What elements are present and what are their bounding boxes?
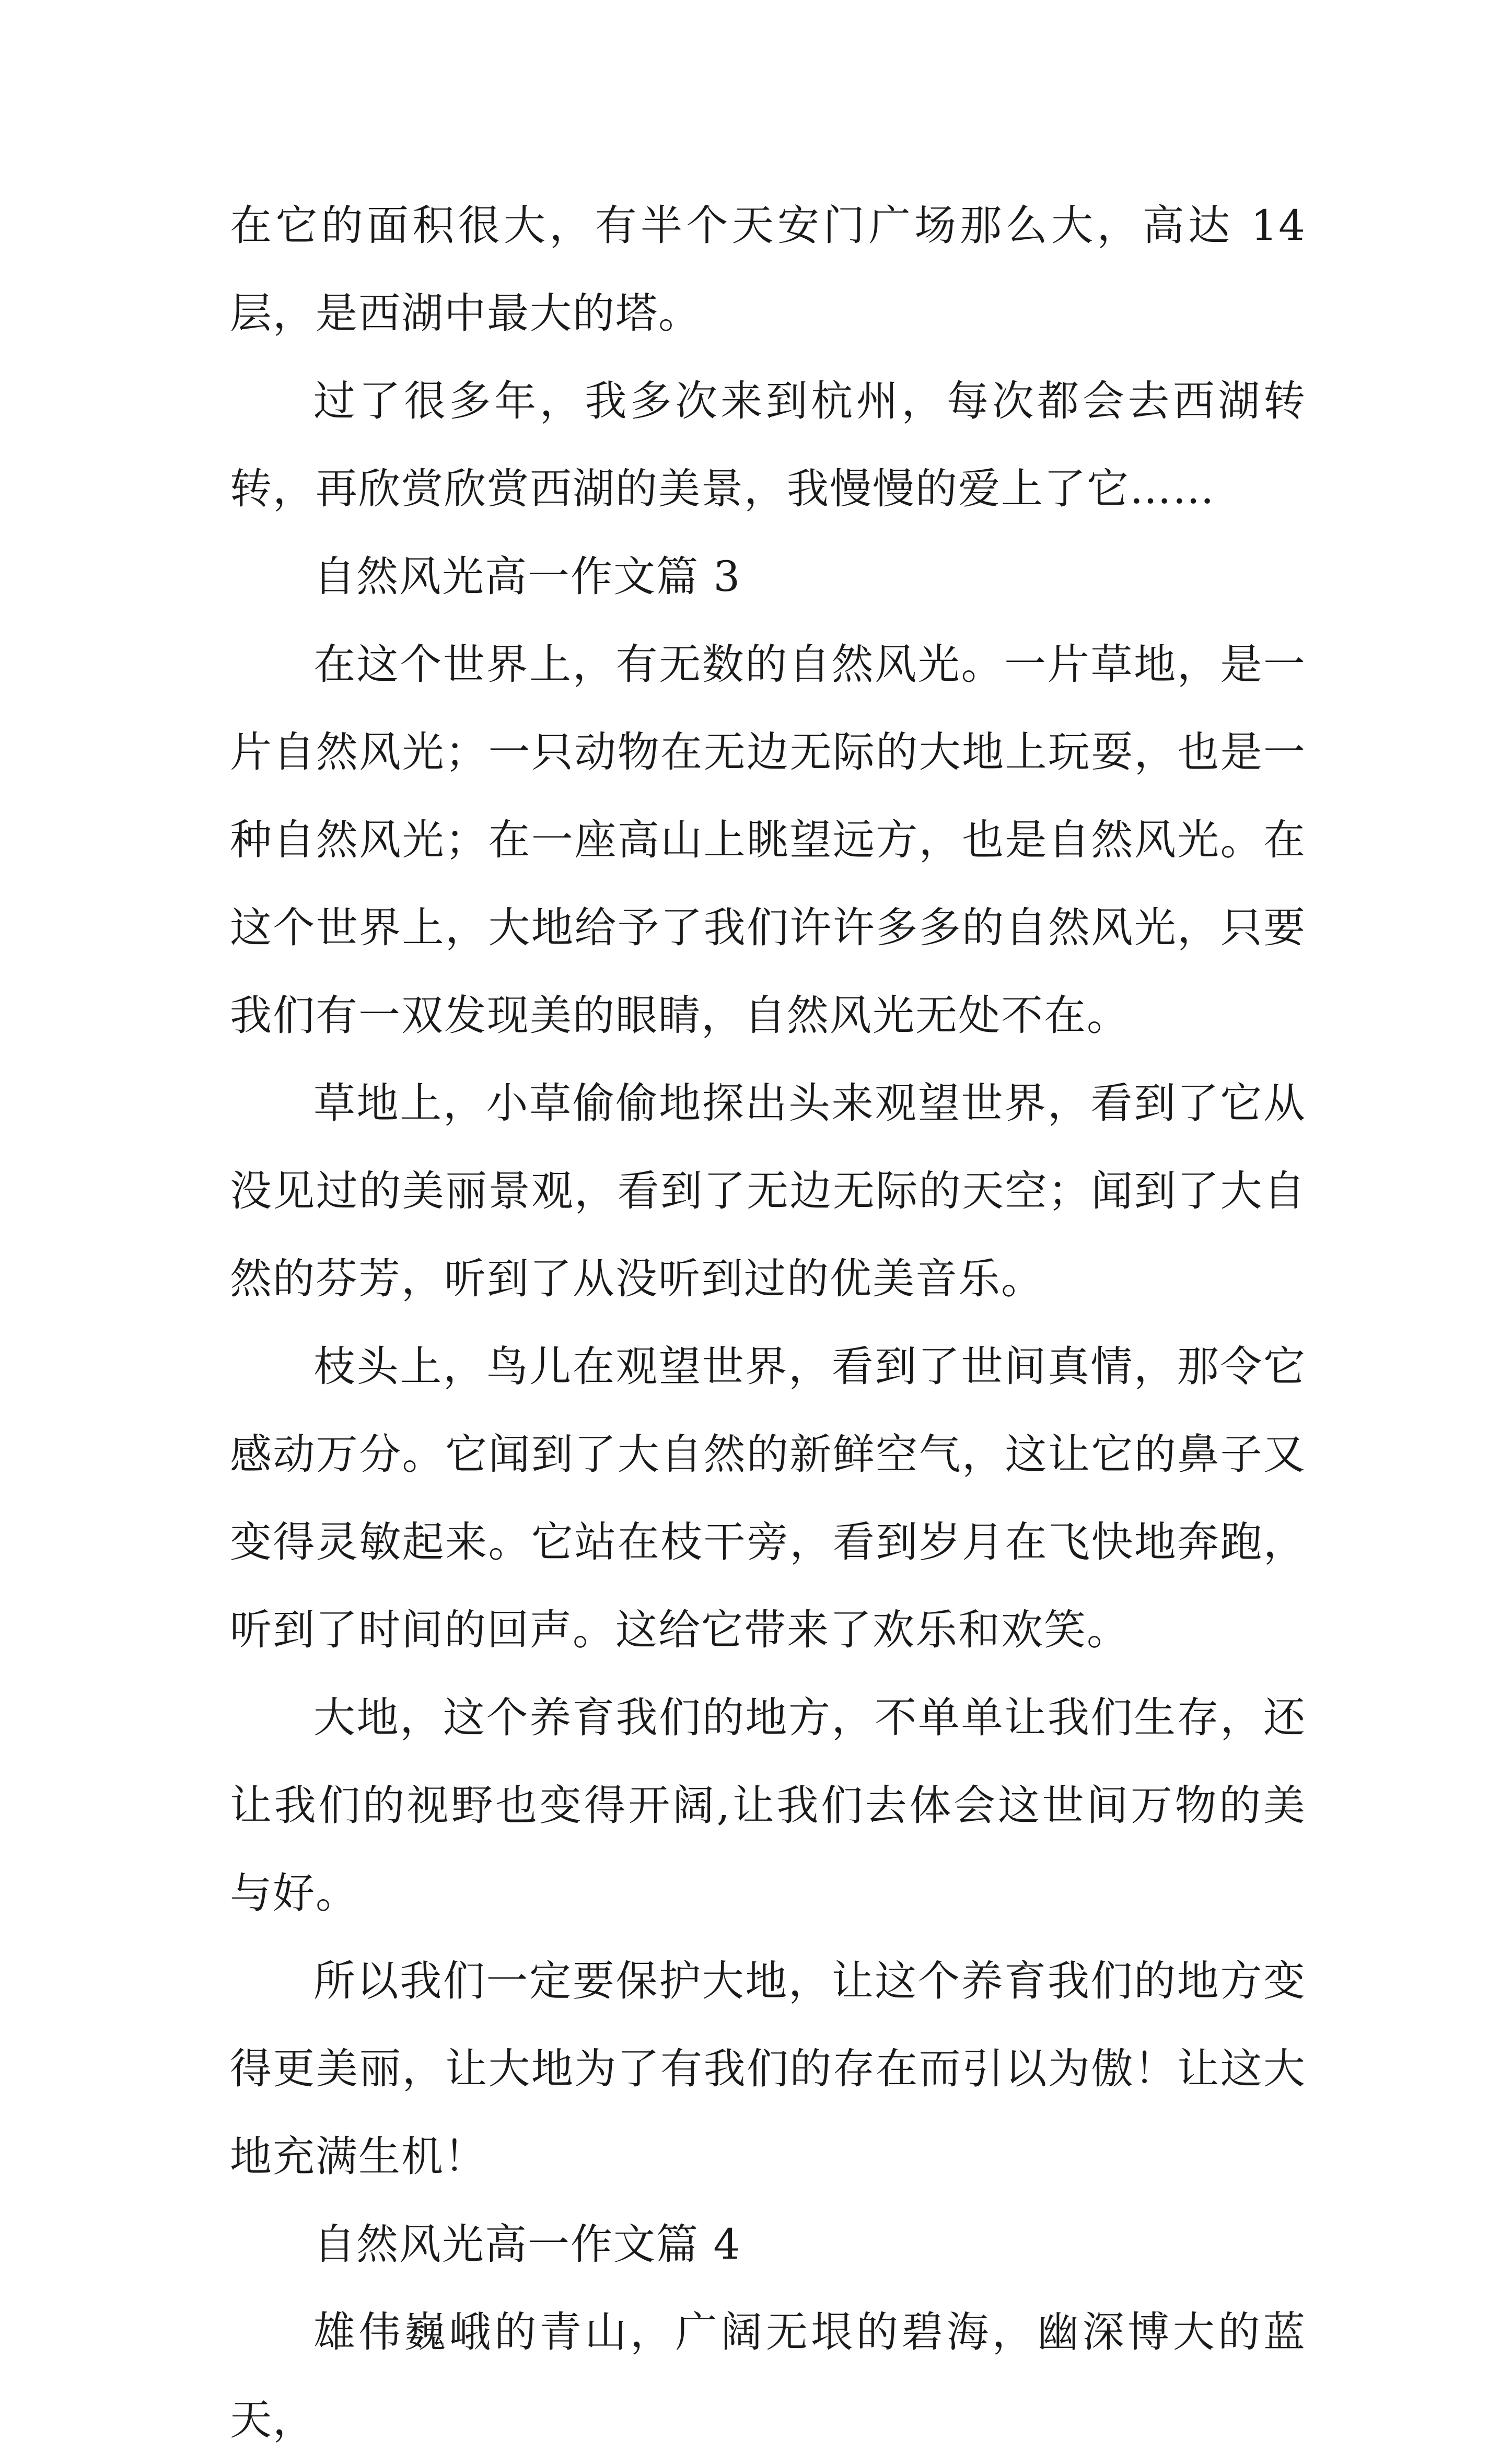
paragraph: 枝头上，鸟儿在观望世界，看到了世间真情，那令它感动万分。它闻到了大自然的新鲜空气，这让它的鼻子又变得灵敏起来。它站在枝干旁，看到岁月在飞快地奔跑，听到了时间的回声。这给它带来了欢乐和欢笑。 [230, 1342, 1306, 1654]
paragraph-continued: 在它的面积很大，有半个天安门广场那么大，高达 14 层，是西湖中最大的塔。 [230, 201, 1306, 338]
paragraph: 雄伟巍峨的青山，广阔无垠的碧海，幽深博大的蓝天， [230, 2308, 1306, 2444]
paragraph: 过了很多年，我多次来到杭州，每次都会去西湖转转，再欣赏欣赏西湖的美景，我慢慢的爱上了它…… [230, 377, 1306, 513]
section-heading: 自然风光高一作文篇 4 [313, 2220, 741, 2269]
section-heading: 自然风光高一作文篇 3 [313, 552, 741, 601]
paragraph: 在这个世界上，有无数的自然风光。一片草地，是一片自然风光；一只动物在无边无际的大地上玩耍，也是一种自然风光；在一座高山上眺望远方，也是自然风光。在这个世界上，大地给予了我们许许多多的自然风光，只要我们有一双发现美的眼睛，自然风光无处不在。 [230, 640, 1306, 1040]
paragraph: 草地上，小草偷偷地探出头来观望世界，看到了它从没见过的美丽景观，看到了无边无际的天空；闻到了大自然的芬芳，听到了从没听到过的优美音乐。 [230, 1079, 1306, 1303]
paragraph: 大地，这个养育我们的地方，不单单让我们生存，还让我们的视野也变得开阔,让我们去体会这世间万物的美与好。 [230, 1693, 1306, 1917]
paragraph: 所以我们一定要保护大地，让这个养育我们的地方变得更美丽，让大地为了有我们的存在而引以为傲！让这大地充满生机！ [230, 1957, 1306, 2181]
document-body [230, 182, 1306, 2464]
